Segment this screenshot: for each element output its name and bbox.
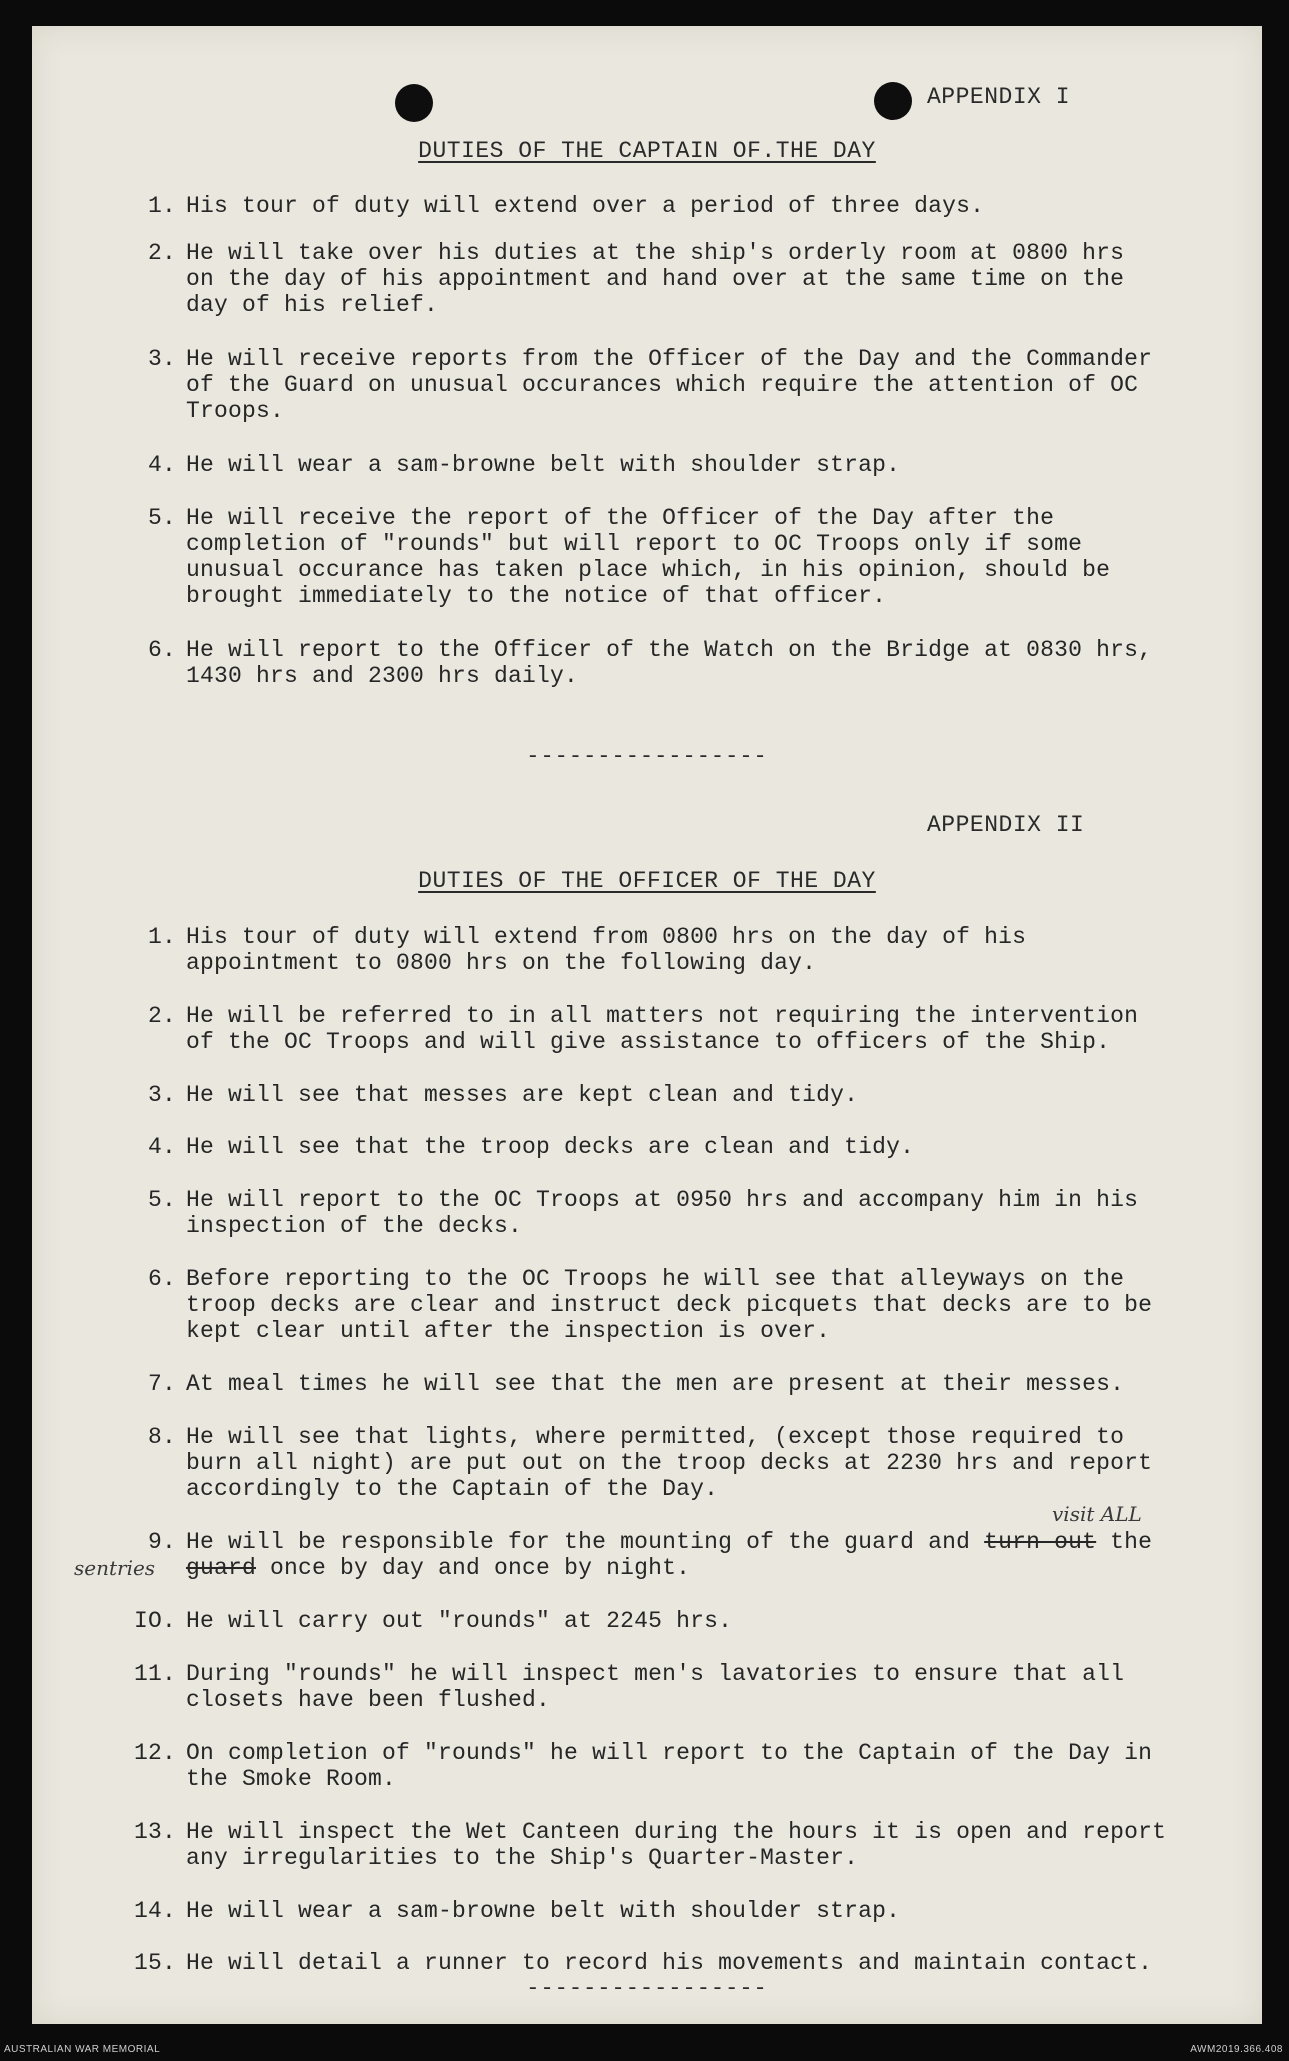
handwritten-sentries: sentries xyxy=(74,1556,156,1580)
a2-item-9: 9. He will be responsible for the mounting of the guard and turn out the guard once by day and once by night. xyxy=(147,1529,1153,1581)
a2-item-5: 5. He will report to the OC Troops at 0950 hrs and accompany him in his inspection of the decks. xyxy=(147,1187,1139,1239)
a2-item-14: 14. He will wear a sam-browne belt with shoulder strap. xyxy=(133,1898,901,1924)
a1-item-1: 1. His tour of duty will extend over a period of three days. xyxy=(147,193,985,219)
a2-item-3: 3. He will see that messes are kept clean and tidy. xyxy=(147,1082,859,1108)
a2-item-11: 11. During "rounds" he will inspect men's lavatories to ensure that all closets have been flushed. xyxy=(133,1661,1125,1713)
separator-rule: ----------------- xyxy=(526,744,768,769)
punch-hole xyxy=(395,84,433,122)
a2-item-15: 15. He will detail a runner to record his movements and maintain contact. xyxy=(133,1950,1153,1976)
a1-item-5: 5. He will receive the report of the Officer of the Day after the completion of "rounds" but will report to OC Troops only if some unusual occurance has taken place which, in his opinion, should be brought immediately to the notice of that officer. xyxy=(147,505,1111,609)
footer-source: AUSTRALIAN WAR MEMORIAL xyxy=(4,2044,161,2055)
a1-item-2: 2. He will take over his duties at the ship's orderly room at 0800 hrs on the day of his appointment and hand over at the same time on the day of his relief. xyxy=(147,240,1125,318)
a2-item-7: 7. At meal times he will see that the men are present at their messes. xyxy=(147,1371,1125,1397)
handwritten-visit-all: visit ALL xyxy=(1052,1502,1142,1526)
a2-item-10: IO. He will carry out "rounds" at 2245 hrs. xyxy=(133,1608,733,1634)
punch-hole xyxy=(874,82,912,120)
footer-accession-number: AWM2019.366.408 xyxy=(1190,2044,1283,2055)
a2-item-2: 2. He will be referred to in all matters not requiring the intervention of the OC Troops and will give assistance to officers of the Ship. xyxy=(147,1003,1139,1055)
appendix-2-title: DUTIES OF THE OFFICER OF THE DAY xyxy=(418,868,876,894)
a1-item-3: 3. He will receive reports from the Officer of the Day and the Commander of the Guard on unusual occurances which require the attention of OC Troops. xyxy=(147,346,1153,424)
a2-item-12: 12. On completion of "rounds" he will report to the Captain of the Day in the Smoke Room. xyxy=(133,1740,1153,1792)
appendix-1-label: APPENDIX I xyxy=(927,84,1071,110)
a1-item-4: 4. He will wear a sam-browne belt with shoulder strap. xyxy=(147,452,901,478)
a1-item-6: 6. He will report to the Officer of the Watch on the Bridge at 0830 hrs, 1430 hrs and 2300 hrs daily. xyxy=(147,637,1153,689)
a2-item-6: 6. Before reporting to the OC Troops he will see that alleyways on the troop decks are clear and instruct deck picquets that decks are to be kept clear until after the inspection is over. xyxy=(147,1266,1153,1344)
a2-item-8: 8. He will see that lights, where permitted, (except those required to burn all night) are put out on the troop decks at 2230 hrs and report accordingly to the Captain of the Day. xyxy=(147,1424,1153,1502)
a2-item-13: 13. He will inspect the Wet Canteen during the hours it is open and report any irregularities to the Ship's Quarter-Master. xyxy=(133,1819,1167,1871)
a2-item-1: 1. His tour of duty will extend from 0800 hrs on the day of his appointment to 0800 hrs on the following day. xyxy=(147,924,1027,976)
document-page xyxy=(32,26,1262,2024)
a2-item-4: 4. He will see that the troop decks are clean and tidy. xyxy=(147,1134,915,1160)
appendix-2-label: APPENDIX II xyxy=(927,812,1085,838)
bottom-separator-rule: ----------------- xyxy=(526,1976,768,2001)
appendix-1-title: DUTIES OF THE CAPTAIN OF.THE DAY xyxy=(418,138,876,164)
